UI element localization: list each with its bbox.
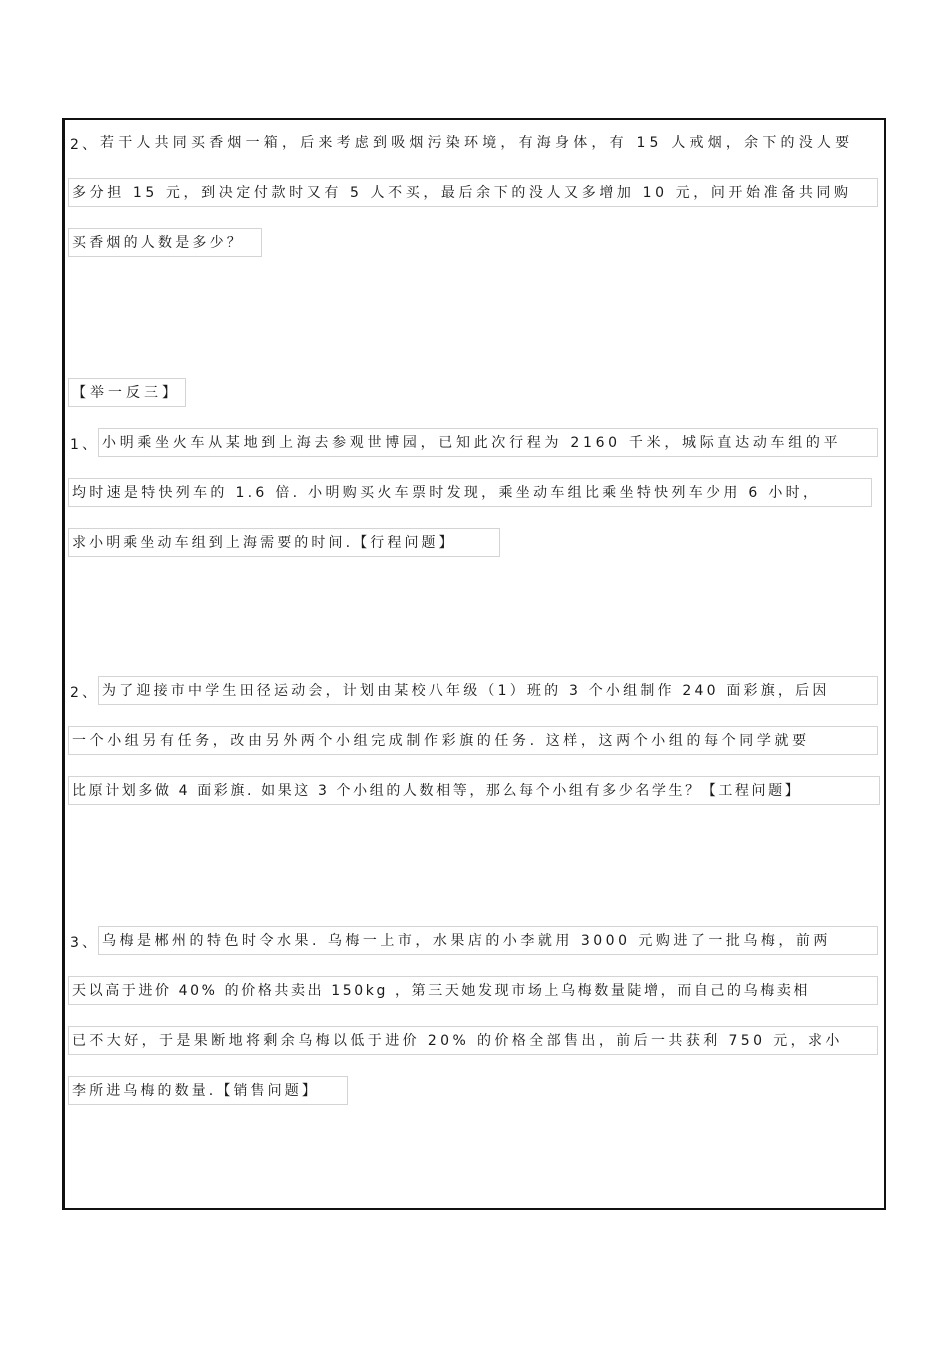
problem-line: 若干人共同买香烟一箱，后来考虑到吸烟污染环境，有海身体，有 15 人戒烟，余下的没人要	[100, 135, 854, 151]
practice-line: 比原计划多做 4 面彩旗. 如果这 3 个小组的人数相等，那么每个小组有多少名学生？【工程问题】	[68, 776, 880, 805]
practice-number: 2、	[70, 685, 100, 701]
practice-line: 小明乘坐火车从某地到上海去参观世博园，已知此次行程为 2160 千米，城际直达动车组的平	[98, 428, 878, 457]
problem-line: 多分担 15 元，到决定付款时又有 5 人不买，最后余下的没人又多增加 10 元，问开始准备共同购	[68, 178, 878, 207]
practice-line: 李所进乌梅的数量.【销售问题】	[68, 1076, 348, 1105]
section-heading: 【举一反三】	[68, 378, 186, 407]
practice-number: 1、	[70, 437, 100, 453]
practice-line: 乌梅是郴州的特色时令水果. 乌梅一上市，水果店的小李就用 3000 元购进了一批乌梅，前两	[98, 926, 878, 955]
practice-line: 已不大好，于是果断地将剩余乌梅以低于进价 20% 的价格全部售出，前后一共获利 750 元，求小	[68, 1026, 878, 1055]
practice-number: 3、	[70, 935, 100, 951]
problem-line: 买香烟的人数是多少？	[68, 228, 262, 257]
practice-line: 为了迎接市中学生田径运动会，计划由某校八年级（1）班的 3 个小组制作 240 面彩旗，后因	[98, 676, 878, 705]
practice-line: 均时速是特快列车的 1.6 倍. 小明购买火车票时发现，乘坐动车组比乘坐特快列车少用 6 小时，	[68, 478, 872, 507]
practice-line: 求小明乘坐动车组到上海需要的时间.【行程问题】	[68, 528, 500, 557]
practice-line: 一个小组另有任务，改由另外两个小组完成制作彩旗的任务. 这样，这两个小组的每个同学就要	[68, 726, 878, 755]
practice-line: 天以高于进价 40% 的价格共卖出 150kg ，第三天她发现市场上乌梅数量陡增，而自己的乌梅卖相	[68, 976, 878, 1005]
problem-number: 2、	[70, 137, 100, 153]
